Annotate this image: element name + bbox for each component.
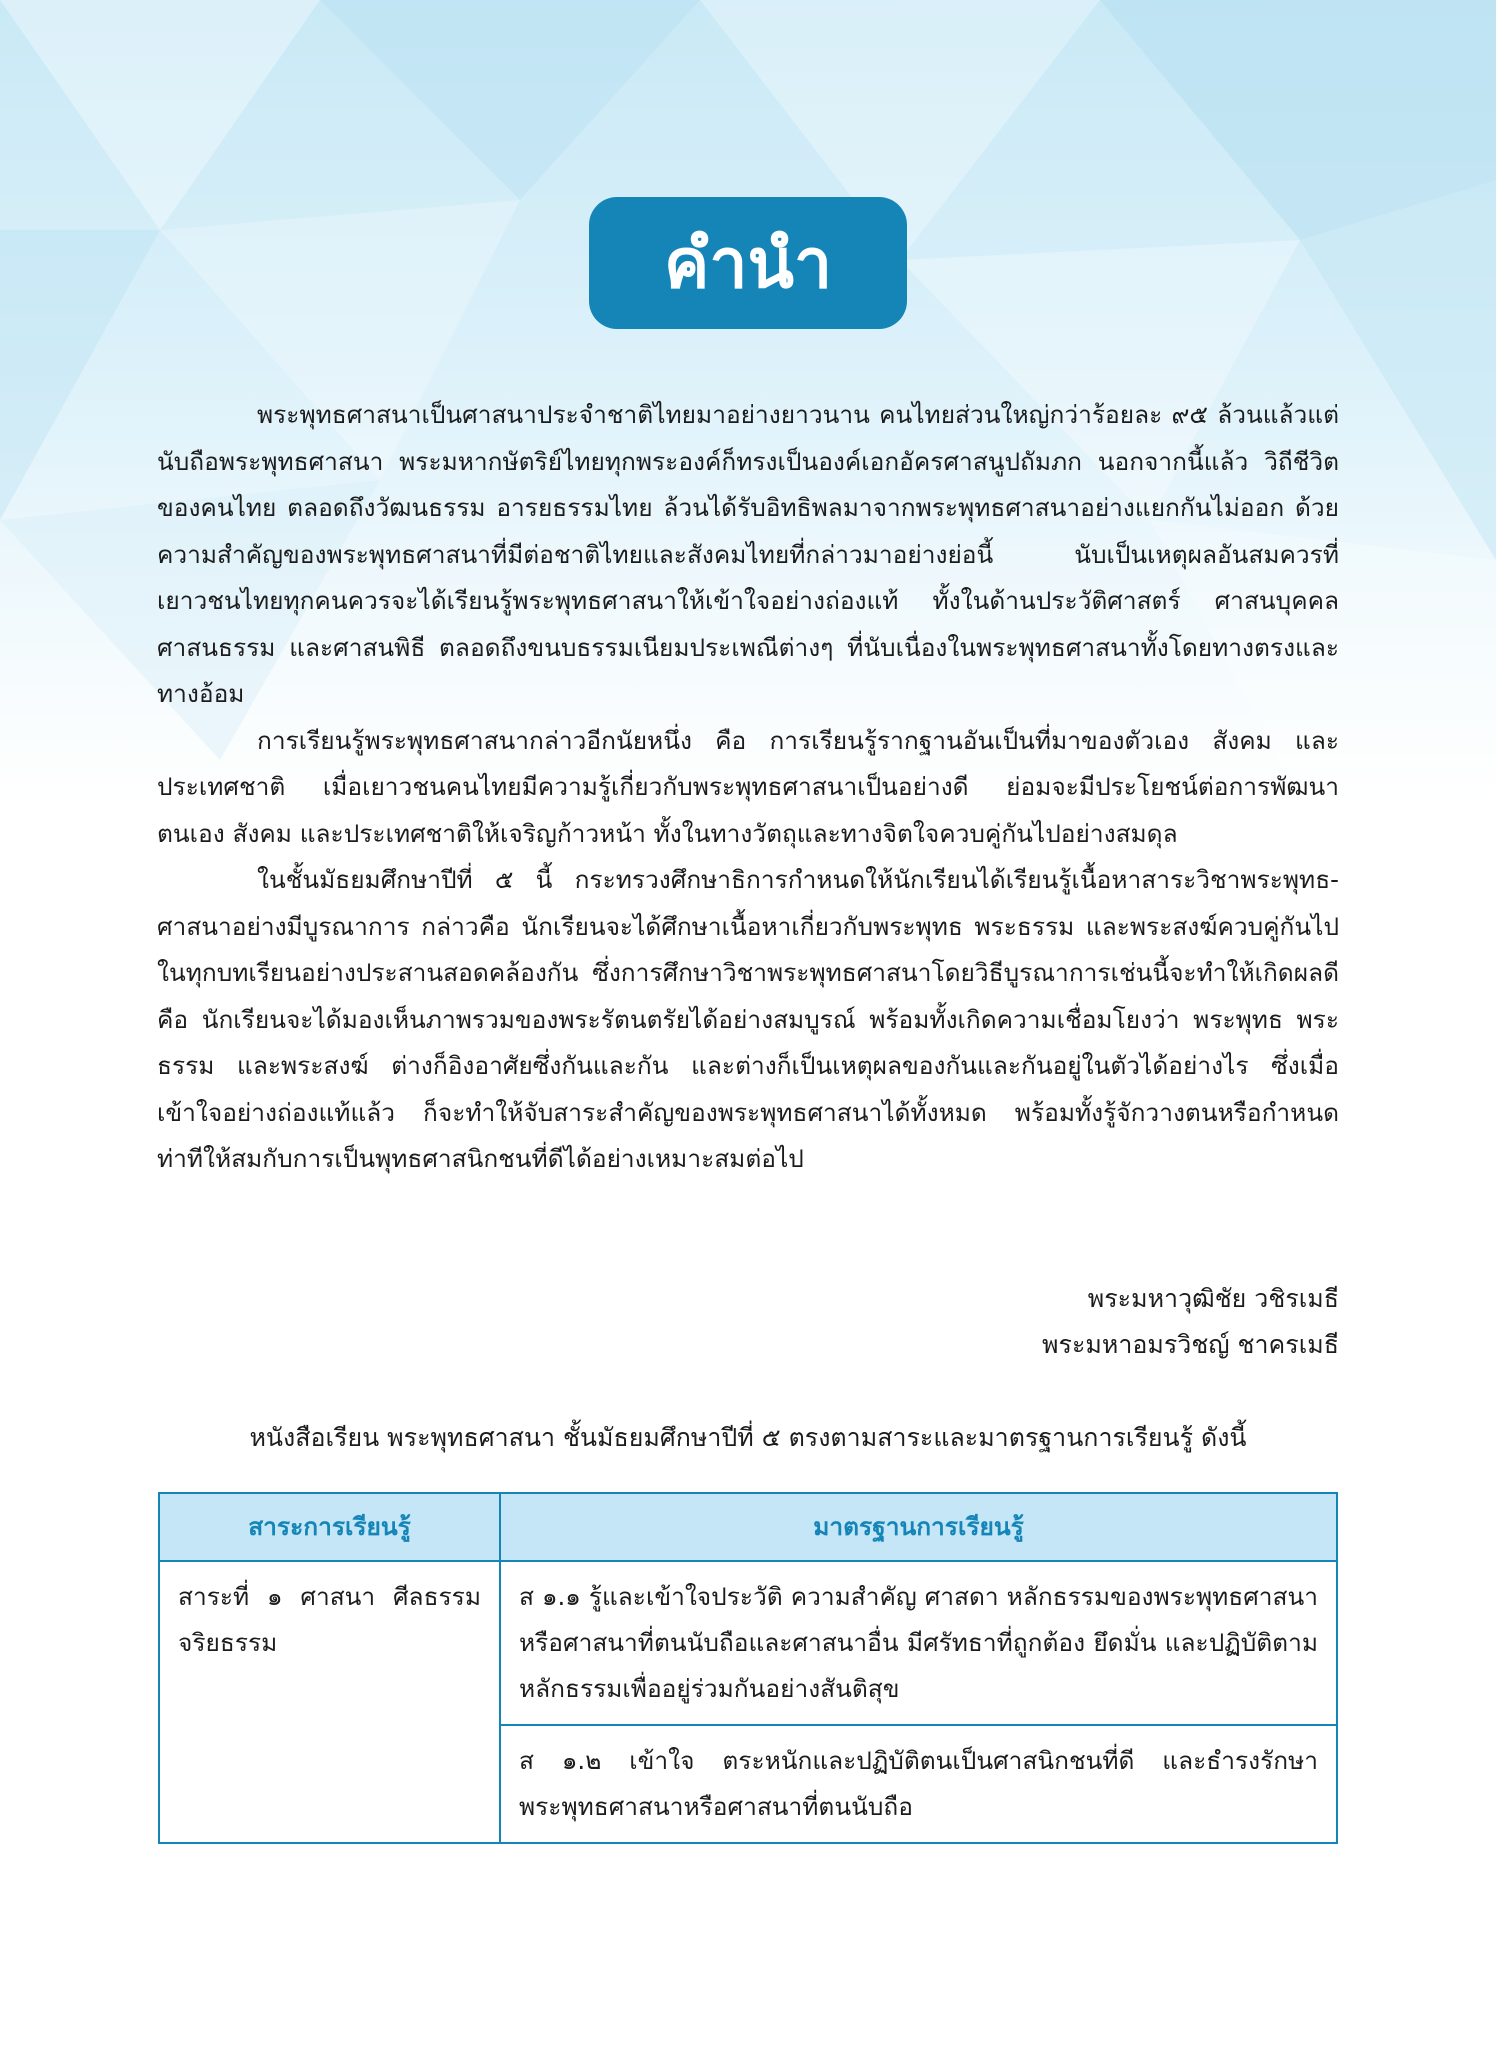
preface-body (157, 392, 1339, 1183)
strand-cell: สาระที่ ๑ ศาสนา ศีลธรรม จริยธรรม (159, 1561, 500, 1843)
standards-intro: หนังสือเรียน พระพุทธศาสนา ชั้นมัธยมศึกษาปีที่ ๕ ตรงตามสาระและมาตรฐานการเรียนรู้ ดังนี้ (249, 1423, 1247, 1452)
paragraph-3: ในชั้นมัธยมศึกษาปีที่ ๕ นี้ กระทรวงศึกษาธิการกำหนดให้นักเรียนได้เรียนรู้เนื้อหาสาระวิชาพระพุทธ-ศาสนาอย่างมีบูรณาการ กล่าวคือ นักเรียนจะได้ศึกษาเนื้อหาเกี่ยวกับพระพุทธ พระธรรม และพระสงฆ์ควบคู่กันไปในทุกบทเรียนอย่างประสานสอดคล้องกัน ซึ่งการศึกษาวิชาพระพุทธศาสนาโดยวิธีบูรณาการเช่นนี้จะทำให้เกิดผลดี คือ นักเรียนจะได้มองเห็นภาพรวมของพระรัตนตรัยได้อย่างสมบูรณ์ พร้อมทั้งเกิดความเชื่อมโยงว่า พระพุทธ พระธรรม และพระสงฆ์ ต่างก็อิงอาศัยซึ่งกันและกัน และต่างก็เป็นเหตุผลของกันและกันอยู่ในตัวได้อย่างไร ซึ่งเมื่อเข้าใจอย่างถ่องแท้แล้ว ก็จะทำให้จับสาระสำคัญของพระพุทธศาสนาได้ทั้งหมด พร้อมทั้งรู้จักวางตนหรือกำหนดท่าทีให้สมกับการเป็นพุทธศาสนิกชนที่ดีได้อย่างเหมาะสมต่อไป (157, 865, 1339, 1173)
signature-1: พระมหาวุฒิชัย วชิรเมธี (1087, 1284, 1339, 1313)
paragraph-1: พระพุทธศาสนาเป็นศาสนาประจำชาติไทยมาอย่างยาวนาน คนไทยส่วนใหญ่กว่าร้อยละ ๙๕ ล้วนแล้วแต่นับถือพระพุทธศาสนา พระมหากษัตริย์ไทยทุกพระองค์ก็ทรงเป็นองค์เอกอัครศาสนูปถัมภก นอกจากนี้แล้ว วิถีชีวิตของคนไทย ตลอดถึงวัฒนธรรม อารยธรรมไทย ล้วนได้รับอิทธิพลมาจากพระพุทธศาสนาอย่างแยกกันไม่ออก ด้วยความสำคัญของพระพุทธศาสนาที่มีต่อชาติไทยและสังคมไทยที่กล่าวมาอย่างย่อนี้ นับเป็นเหตุผลอันสมควรที่เยาวชนไทยทุกคนควรจะได้เรียนรู้พระพุทธศาสนาให้เข้าใจอย่างถ่องแท้ ทั้งในด้านประวัติศาสตร์ ศาสนบุคคล ศาสนธรรม และศาสนพิธี ตลอดถึงขนบธรรมเนียมประเพณีต่างๆ ที่นับเนื่องในพระพุทธศาสนาทั้งโดยทางตรงและทางอ้อม (157, 400, 1339, 708)
table-header-row (159, 1493, 1337, 1561)
signatures (1042, 1276, 1339, 1368)
table-row (159, 1561, 1337, 1725)
paragraph-2: การเรียนรู้พระพุทธศาสนากล่าวอีกนัยหนึ่ง คือ การเรียนรู้รากฐานอันเป็นที่มาของตัวเอง สังคม และประเทศชาติ เมื่อเยาวชนคนไทยมีความรู้เกี่ยวกับพระพุทธศาสนาเป็นอย่างดี ย่อมจะมีประโยชน์ต่อการพัฒนาตนเอง สังคม และประเทศชาติให้เจริญก้าวหน้า ทั้งในทางวัตถุและทางจิตใจควบคู่กันไปอย่างสมดุล (157, 725, 1339, 848)
header-standard: มาตรฐานการเรียนรู้ (500, 1493, 1337, 1561)
standard-cell-1: ส ๑.๑ รู้และเข้าใจประวัติ ความสำคัญ ศาสดา หลักธรรมของพระพุทธศาสนาหรือศาสนาที่ตนนับถือและศาสนาอื่น มีศรัทธาที่ถูกต้อง ยึดมั่น และปฏิบัติตามหลักธรรมเพื่ออยู่ร่วมกันอย่างสันติสุข (500, 1561, 1337, 1725)
standard-cell-2: ส ๑.๒ เข้าใจ ตระหนักและปฏิบัติตนเป็นศาสนิกชนที่ดี และธำรงรักษาพระพุทธศาสนาหรือศาสนาที่ตนนับถือ (500, 1725, 1337, 1843)
page-title: คำนำ (589, 197, 907, 329)
header-strand: สาระการเรียนรู้ (159, 1493, 500, 1561)
standards-table (158, 1492, 1338, 1844)
signature-2: พระมหาอมรวิชญ์ ชาครเมธี (1042, 1330, 1339, 1359)
